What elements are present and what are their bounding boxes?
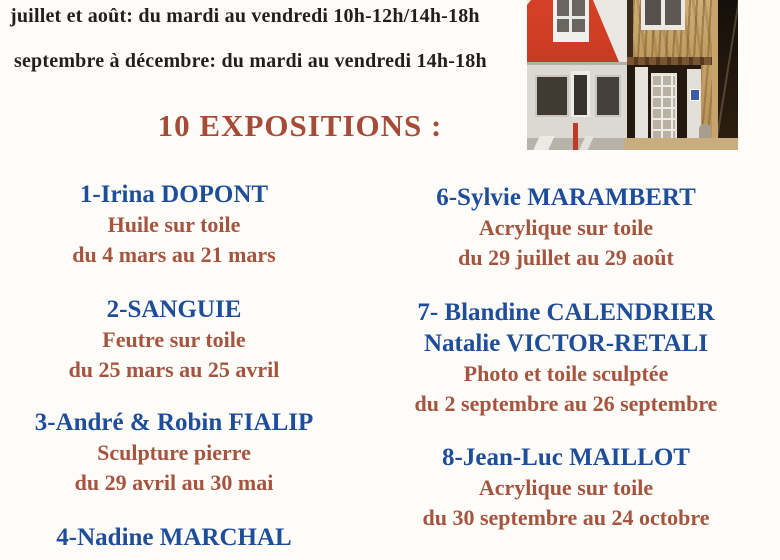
artwork-medium: Huile sur toile — [107, 212, 241, 237]
artwork-medium: Acrylique sur toile — [478, 215, 654, 240]
exhibition-dates: du 29 avril au 30 mai — [74, 470, 274, 495]
exposition-entry-1 — [0, 179, 348, 270]
artist-name: 4-Nadine MARCHAL — [56, 524, 292, 551]
exposition-entry-6 — [388, 182, 744, 273]
exposition-entry-8 — [388, 442, 744, 533]
exhibition-dates: du 29 juillet au 29 août — [458, 245, 674, 270]
artwork-medium: Sculpture pierre — [97, 440, 251, 465]
artist-name: 8-Jean-Luc MAILLOT — [442, 444, 690, 471]
exhibition-dates: du 2 septembre au 26 septembre — [414, 391, 718, 416]
artist-name: 1-Irina DOPONT — [79, 181, 269, 208]
artist-name: 3-André & Robin FIALIP — [34, 409, 314, 436]
expositions-column-right — [388, 0, 744, 560]
exhibition-dates: du 30 septembre au 24 octobre — [422, 505, 710, 530]
artist-name: 6-Sylvie MARAMBERT — [436, 184, 696, 211]
exposition-entry-4 — [0, 522, 348, 553]
exposition-entry-3 — [0, 407, 348, 498]
opening-hours-summer: juillet et août: du mardi au vendredi 10h-12h/14h-18h — [10, 5, 480, 27]
exhibition-dates: du 25 mars au 25 avril — [68, 357, 280, 382]
exposition-entry-7 — [388, 297, 744, 419]
artwork-medium: Photo et toile sculptée — [463, 361, 669, 386]
page-title: 10 EXPOSITIONS : — [157, 108, 443, 143]
artwork-medium: Acrylique sur toile — [478, 475, 654, 500]
artist-name: 2-SANGUIE — [106, 296, 242, 323]
exhibition-dates: du 4 mars au 21 mars — [72, 242, 276, 267]
expositions-column-left — [0, 0, 348, 560]
artist-name-second: Natalie VICTOR-RETALI — [423, 330, 709, 357]
exposition-entry-2 — [0, 294, 348, 385]
artwork-medium: Feutre sur toile — [102, 327, 246, 352]
opening-hours-autumn: septembre à décembre: du mardi au vendredi 14h-18h — [14, 50, 487, 72]
artist-name: 7- Blandine CALENDRIER — [417, 299, 715, 326]
